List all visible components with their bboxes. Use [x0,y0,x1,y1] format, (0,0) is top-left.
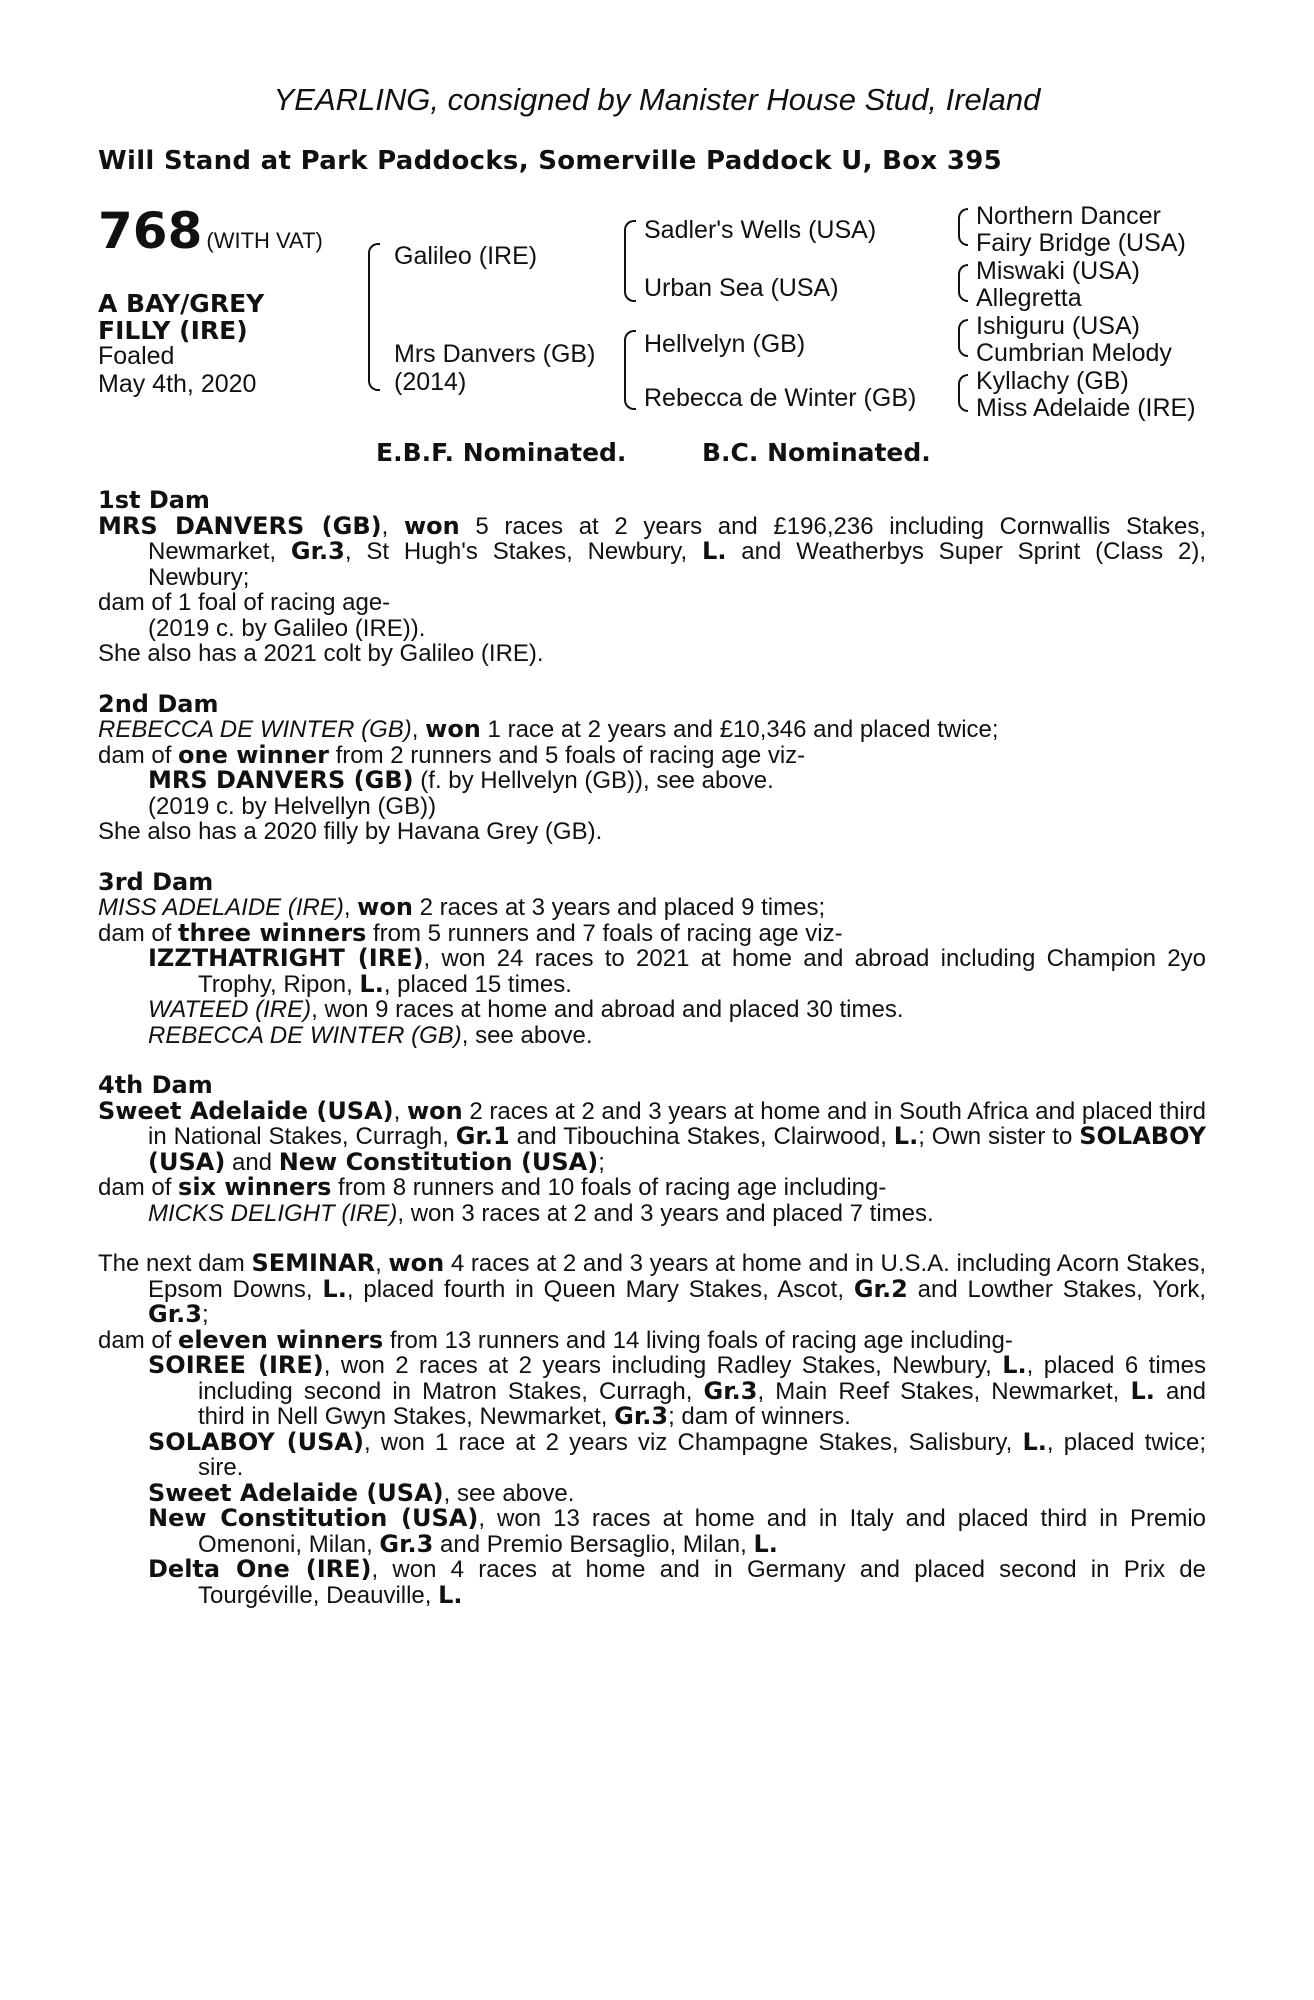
stand-location: Will Stand at Park Paddocks, Somerville Paddock U, Box 395 [98,146,1002,176]
text-run: , won 13 races at home and in Italy and placed third in Premio Omenoni, Milan, [198,1505,1206,1558]
text-run: ; [201,1301,209,1328]
grade-label: Gr.3 [148,1300,202,1328]
text-run: and Weatherbys Super Sprint (Class 2), Newbury; [148,538,1206,591]
produce-summary: dam of 1 foal of racing age- [98,589,391,616]
foaled-date: May 4th, 2020 [98,370,257,398]
won-label: won [388,1249,445,1277]
produce-item [98,997,1206,1023]
dam-sire: Hellvelyn (GB) [644,330,806,358]
produce-item: (2019 c. by Galileo (IRE)). [148,614,426,642]
produce-item [98,1353,1206,1430]
grade-label: Gr.3 [703,1376,758,1405]
dam-name: Mrs Danvers (GB) [394,340,596,368]
won-label: won [403,511,460,540]
sale-header: YEARLING, consigned by Manister House Stud, Ireland [273,82,1041,117]
text-run: and Tibouchina Stakes, Clairwood, [509,1123,894,1150]
text-run: dam of [98,919,179,947]
text-run: dam of [98,1326,179,1354]
produce-item [98,1506,1206,1557]
produce-name: IZZTHATRIGHT (IRE) [148,944,424,972]
produce-item: (2019 c. by Helvellyn (GB)) [148,792,437,820]
pedigree-brace-g3 [958,264,968,284]
dam-record: MRS DANVERS (GB), won 5 races at 2 years and £196,236 including Cornwallis Stakes, Newmarket, Gr.3, St Hugh's Stakes, Newbury, L. and Weatherbys Super Sprint (Class 2), Newbury; [98,511,1206,591]
won-label: won [406,1096,463,1125]
pedigree-brace-dam-line [624,330,636,376]
winners-count: one winner [178,740,329,769]
pedigree-brace-dam-line-b [624,374,636,410]
grade-label: Gr.3 [379,1529,434,1558]
section-heading: 3rd Dam [98,867,214,896]
pedigree-g7: Kyllachy (GB) [976,367,1129,395]
section-next-dam [98,1251,1206,1608]
text-run: , placed fourth in Queen Mary Stakes, Ascot, [346,1275,854,1303]
pedigree-brace-g2 [958,226,968,246]
sire-dam: Urban Sea (USA) [644,274,839,302]
text-run: , placed twice; sire. [198,1428,1206,1481]
dam-name-4: Sweet Adelaide (USA) [98,1096,394,1125]
text-run: , won 9 races at home and abroad and placed 30 times. [311,996,904,1023]
horse-description-line2: FILLY (IRE) [98,316,248,345]
listed-label: L. [438,1580,463,1609]
horse-description [98,290,264,344]
pedigree-brace-g4 [958,282,968,302]
vat-label: (WITH VAT) [206,228,323,253]
won-label: won [357,893,413,921]
text-run: , won 2 races at 2 years including Radley Stakes, Newbury, [323,1352,1003,1379]
produce-item [98,1201,1206,1227]
pedigree-brace-g1 [958,208,968,228]
text-run: and Lowther Stakes, York, [907,1275,1207,1303]
dam-name-2: REBECCA DE WINTER (GB) [98,716,412,743]
text-run: , placed 6 times including second in Matron Stakes, Curragh, [198,1352,1206,1405]
produce-summary [98,1175,1206,1201]
dam-name-1: MRS DANVERS (GB) [98,511,382,540]
section-heading: 2nd Dam [98,689,219,718]
pedigree-brace-sire [368,243,380,323]
grade-label: Gr.3 [614,1402,669,1430]
pedigree-g3: Miswaki (USA) [976,257,1140,285]
pedigree-brace-g8 [958,392,968,412]
winners-count: six winners [178,1173,332,1201]
pedigree-g6: Cumbrian Melody [976,339,1172,367]
ebf-nomination: E.B.F. Nominated. [376,438,627,467]
dam-name-5: SEMINAR [251,1249,376,1277]
lot-number [98,202,323,260]
produce-item [98,1557,1206,1608]
produce-name: New Constitution (USA) [148,1504,479,1532]
section-heading: 1st Dam [98,486,210,514]
pedigree-g8: Miss Adelaide (IRE) [976,394,1196,422]
produce-summary [98,740,1206,769]
horse-description-line1: A BAY/GREY [98,289,265,318]
produce-name: MICKS DELIGHT (IRE) [148,1199,398,1227]
produce-name: Sweet Adelaide (USA) [148,1478,444,1507]
listed-label: L. [702,537,727,565]
lot-number-value: 768 [98,202,203,260]
text-run: ; [598,1148,605,1176]
text-run: dam of [98,1174,179,1201]
sire-name: Galileo (IRE) [394,242,538,270]
pedigree-brace-dam [368,321,380,391]
dam-record: REBECCA DE WINTER (GB), won 1 race at 2 years and £10,346 and placed twice; [98,715,999,743]
text-run: 1 race at 2 years and £10,346 and placed twice; [480,716,999,743]
text-run: , see above. [443,1479,575,1507]
text-run: dam of [98,741,179,769]
text-run: from 8 runners and 10 foals of racing age including- [331,1174,887,1201]
produce-summary [98,918,1206,947]
text-run: 4 races at 2 and 3 years at home and in U.S.A. including Acorn Stakes, Epsom Downs, [148,1250,1206,1303]
produce-name: SOIREE (IRE) [148,1351,324,1379]
winners-count: eleven winners [178,1325,384,1354]
pedigree-g5: Ishiguru (USA) [976,312,1140,340]
also-has: She also has a 2020 filly by Havana Grey (GB). [98,818,603,845]
dam-record: Sweet Adelaide (USA), won 2 races at 2 and 3 years at home and in South Africa and placed third in National Stakes, Curragh, Gr.1 and Tibouchina Stakes, Clairwood, L.; Own sister to SOLABOY (USA) and New Constitution (USA); [98,1096,1206,1176]
text-run: from 5 runners and 7 foals of racing age viz- [366,919,843,947]
produce-item [98,1427,1206,1481]
pedigree-brace-g6 [958,337,968,357]
section-3rd-dam [98,867,1206,1049]
produce-summary [98,1325,1206,1354]
listed-label: L. [893,1122,919,1150]
winners-count: three winners [178,918,367,947]
text-run: and Premio Bersaglio, Milan, [433,1530,754,1558]
produce-item [98,1023,1206,1049]
listed-label: L. [322,1274,347,1303]
produce-name: REBECCA DE WINTER (GB) [148,1021,462,1049]
grade-label: Gr.2 [853,1274,908,1303]
produce-name: Delta One (IRE) [148,1555,372,1583]
listed-label: L. [1130,1376,1155,1405]
text-run: , placed 15 times. [383,970,572,998]
pedigree-g4: Allegretta [976,284,1082,312]
dam-record: MISS ADELAIDE (IRE), won 2 races at 3 years and placed 9 times; [98,893,826,921]
text-run: 2 races at 3 years and placed 9 times; [412,894,826,921]
dam-record: The next dam SEMINAR, won 4 races at 2 and 3 years at home and in U.S.A. including Acorn Stakes, Epsom Downs, L., placed fourth in Queen Mary Stakes, Ascot, Gr.2 and Lowther Stakes, York, Gr.3; [98,1249,1207,1328]
dam-dam: Rebecca de Winter (GB) [644,384,917,412]
produce-name: SOLABOY (USA) [148,1427,364,1456]
text-run: ; Own sister to [918,1123,1080,1150]
section-2nd-dam [98,689,1206,845]
text-run: , won 4 races at home and in Germany and placed second in Prix de Tourgéville, Deauville, [198,1556,1207,1609]
sire-sire: Sadler's Wells (USA) [644,216,877,244]
pedigree-brace-sire-line [624,220,636,266]
sibling-name: New Constitution (USA) [278,1147,599,1176]
text-run: and [225,1148,279,1176]
bc-nomination: B.C. Nominated. [702,438,931,467]
pedigree-brace-sire-line-b [624,264,636,302]
text-run: , won 24 races to 2021 at home and abroad including Champion 2yo Trophy, Ripon, [198,945,1206,998]
text-run: ; dam of winners. [668,1403,851,1430]
sibling-name: SOLABOY (USA) [148,1122,1206,1176]
text-run: The next dam [98,1250,252,1277]
text-run: (f. by Hellvelyn (GB)), see above. [413,767,774,794]
section-4th-dam [98,1073,1206,1226]
produce-name: MRS DANVERS (GB) [148,766,414,794]
listed-label: L. [753,1529,778,1558]
text-run: 5 races at 2 years and £196,236 including Cornwallis Stakes, Newmarket, [148,512,1206,565]
pedigree-g1: Northern Dancer [976,202,1161,230]
text-run: from 2 runners and 5 foals of racing age viz- [328,741,806,769]
foaled-label: Foaled [98,342,175,370]
pedigree-brace-g7 [958,374,968,394]
dam-year: (2014) [394,368,467,396]
text-run: , St Hugh's Stakes, Newbury, [344,538,703,565]
section-1st-dam [98,488,1206,667]
text-run: 2 races at 2 and 3 years at home and in South Africa and placed third in National Stakes, Curragh, [148,1097,1206,1150]
produce-item [98,946,1206,997]
text-run: , won 3 races at 2 and 3 years and placed 7 times. [397,1199,934,1227]
listed-label: L. [1022,1427,1047,1456]
text-run: from 13 runners and 14 living foals of racing age including- [383,1326,1013,1354]
foaled-info [98,342,256,398]
also-has: She also has a 2021 colt by Galileo (IRE). [98,640,544,667]
text-run: and third in Nell Gwyn Stakes, Newmarket, [198,1377,1207,1430]
produce-item [98,1478,1206,1507]
pedigree-brace-g5 [958,319,968,339]
grade-label: Gr.3 [290,537,345,565]
dam-name-3: MISS ADELAIDE (IRE) [98,894,344,921]
pedigree-g2: Fairy Bridge (USA) [976,229,1186,257]
won-label: won [425,715,481,743]
grade-label: Gr.1 [455,1122,510,1150]
text-run: , won 1 race at 2 years viz Champagne Stakes, Salisbury, [363,1428,1023,1456]
catalogue-body [98,488,1206,1633]
text-run: , Main Reef Stakes, Newmarket, [757,1377,1131,1405]
produce-name: WATEED (IRE) [148,996,312,1023]
listed-label: L. [359,969,384,998]
listed-label: L. [1002,1351,1027,1379]
text-run: , see above. [461,1021,593,1049]
section-heading: 4th Dam [98,1071,213,1099]
produce-item [98,768,1206,794]
